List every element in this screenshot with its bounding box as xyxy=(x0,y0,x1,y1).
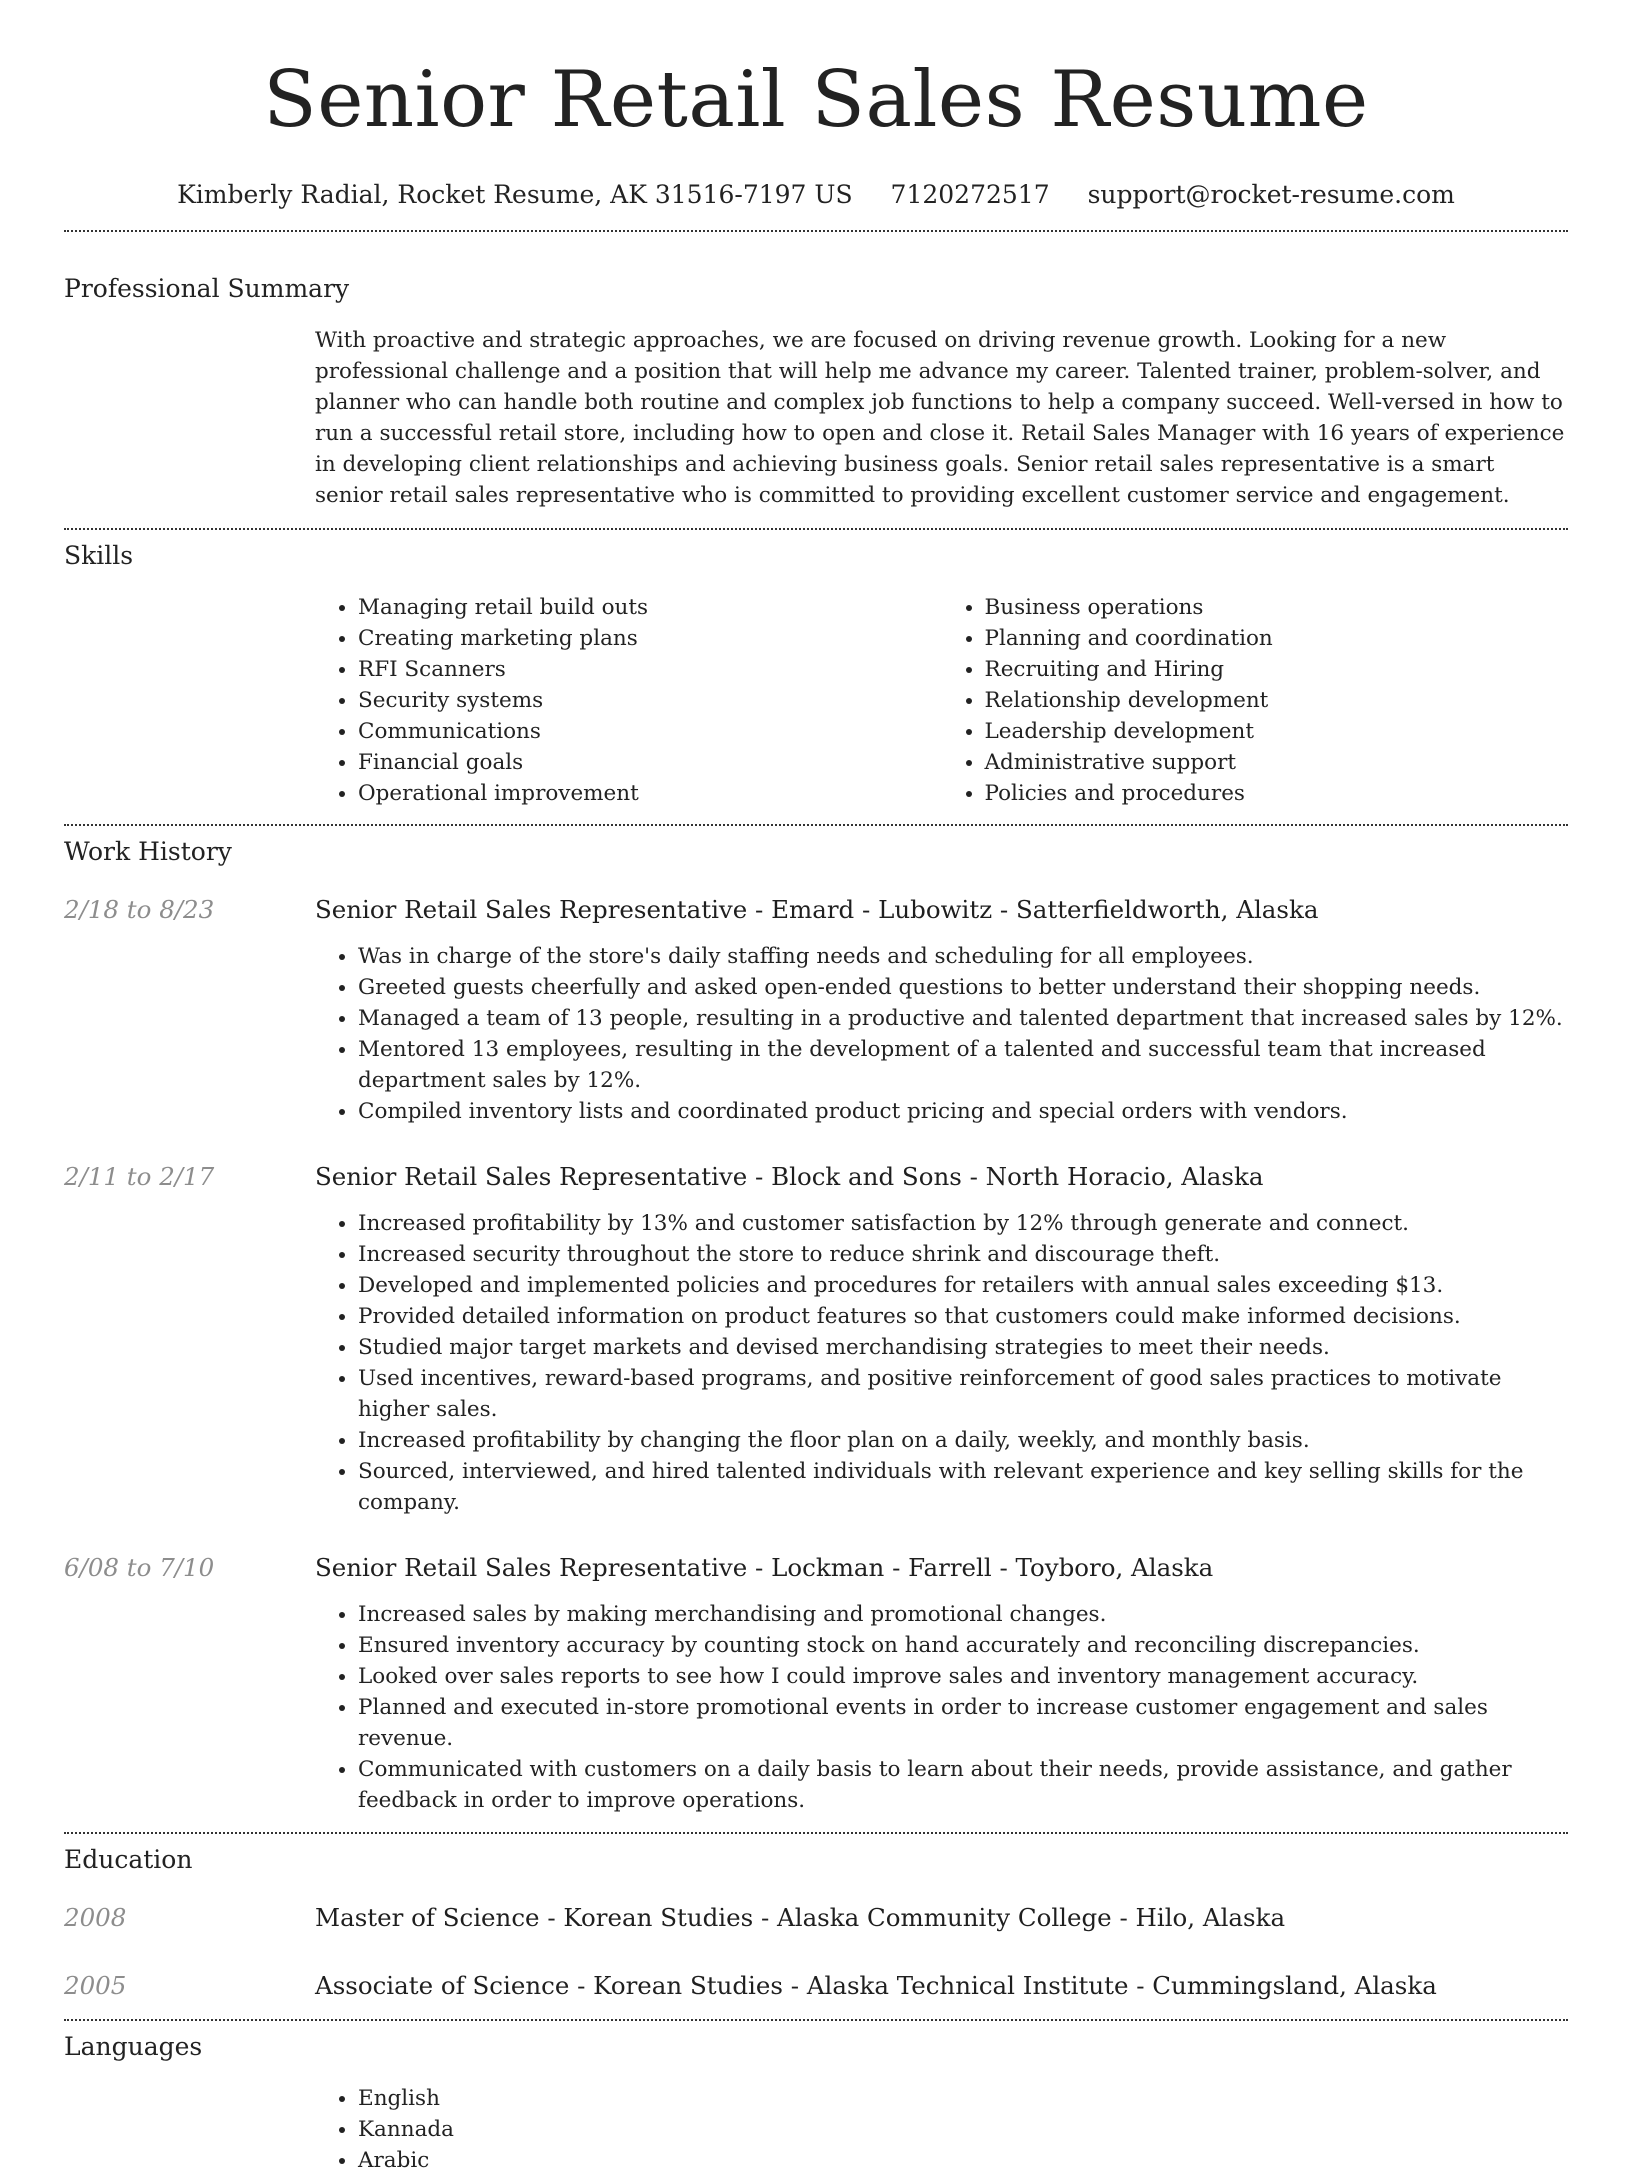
education-entry xyxy=(64,1901,1568,1935)
job-bullet: • Used incentives, reward-based programs, and positive reinforcement of good sales practices to motivate higher sales. xyxy=(358,1363,1568,1425)
work-section xyxy=(64,835,1568,1816)
skill-item: • Administrative support xyxy=(985,747,1569,778)
job-entry xyxy=(64,1160,1568,1518)
divider xyxy=(64,2019,1568,2021)
summary-section xyxy=(64,272,1568,511)
language-item: • English xyxy=(358,2083,1568,2114)
languages-list xyxy=(315,2083,1568,2176)
contact-phone: 7120272517 xyxy=(890,180,1050,209)
job-bullet: • Communicated with customers on a daily basis to learn about their needs, provide assistance, and gather feedback in order to improve operations. xyxy=(358,1754,1568,1816)
language-item: • Kannada xyxy=(358,2114,1568,2145)
job-title: Senior Retail Sales Representative - Emard - Lubowitz - Satterfieldworth, Alaska xyxy=(315,895,1319,924)
education-heading: Education xyxy=(64,1845,193,1874)
skill-item: • Communications xyxy=(358,716,942,747)
job-bullet: • Looked over sales reports to see how I could improve sales and inventory management accuracy. xyxy=(358,1661,1568,1692)
skill-item: • Business operations xyxy=(985,592,1569,623)
skill-item: • Leadership development xyxy=(985,716,1569,747)
summary-heading: Professional Summary xyxy=(64,274,350,303)
job-bullet: • Ensured inventory accuracy by counting stock on hand accurately and reconciling discrepancies. xyxy=(358,1630,1568,1661)
language-item: • Arabic xyxy=(358,2145,1568,2176)
divider xyxy=(64,824,1568,826)
job-bullet: • Planned and executed in-store promotional events in order to increase customer engagement and sales revenue. xyxy=(358,1692,1568,1754)
contact-address: Kimberly Radial, Rocket Resume, AK 31516-7197 US xyxy=(177,180,853,209)
job-entry xyxy=(64,1551,1568,1816)
skill-item: • Operational improvement xyxy=(358,778,942,809)
education-date: 2008 xyxy=(64,1903,127,1932)
skills-list-left xyxy=(315,592,942,809)
job-entry xyxy=(64,893,1568,1127)
job-bullets xyxy=(315,1599,1568,1816)
skill-item: • Managing retail build outs xyxy=(358,592,942,623)
skills-heading: Skills xyxy=(64,541,134,570)
job-bullet: • Managed a team of 13 people, resulting in a productive and talented department that increased sales by 12%. xyxy=(358,1003,1568,1034)
skill-item: • Relationship development xyxy=(985,685,1569,716)
contact-email: support@rocket-resume.com xyxy=(1087,180,1455,209)
job-bullet: • Compiled inventory lists and coordinated product pricing and special orders with vendors. xyxy=(358,1096,1568,1127)
job-bullets xyxy=(315,941,1568,1127)
job-bullet: • Provided detailed information on product features so that customers could make informed decisions. xyxy=(358,1301,1568,1332)
job-date: 2/11 to 2/17 xyxy=(64,1162,215,1191)
job-bullet: • Mentored 13 employees, resulting in the development of a talented and successful team that increased department sales by 12%. xyxy=(358,1034,1568,1096)
skill-item: • Planning and coordination xyxy=(985,623,1569,654)
skill-item: • Policies and procedures xyxy=(985,778,1569,809)
education-entry xyxy=(64,1969,1568,2003)
job-bullet: • Increased profitability by changing the floor plan on a daily, weekly, and monthly basis. xyxy=(358,1425,1568,1456)
job-bullet: • Increased sales by making merchandising and promotional changes. xyxy=(358,1599,1568,1630)
languages-heading: Languages xyxy=(64,2032,203,2061)
job-title: Senior Retail Sales Representative - Lockman - Farrell - Toyboro, Alaska xyxy=(315,1553,1214,1582)
summary-text: With proactive and strategic approaches, we are focused on driving revenue growth. Looking for a new professional challenge and a position that will help me advance my career. Talented trainer, problem-solver, and planner who can handle both routine and complex job functions to help a company succeed. Well-versed in how to run a successful retail store, including how to open and close it. Retail Sales Manager with 16 years of experience in developing client relationships and achieving business goals. Senior retail sales representative is a smart senior retail sales representative who is committed to providing excellent customer service and engagement. xyxy=(315,328,1565,508)
skills-list-right xyxy=(942,592,1569,809)
job-bullet: • Greeted guests cheerfully and asked open-ended questions to better understand their shopping needs. xyxy=(358,972,1568,1003)
job-bullet: • Developed and implemented policies and procedures for retailers with annual sales exceeding $13. xyxy=(358,1270,1568,1301)
skill-item: • Security systems xyxy=(358,685,942,716)
education-section xyxy=(64,1843,1568,2003)
languages-section xyxy=(64,2030,1568,2176)
job-bullet: • Increased profitability by 13% and customer satisfaction by 12% through generate and connect. xyxy=(358,1208,1568,1239)
education-text: Associate of Science - Korean Studies - Alaska Technical Institute - Cummingsland, Alaska xyxy=(315,1971,1437,2000)
job-title: Senior Retail Sales Representative - Block and Sons - North Horacio, Alaska xyxy=(315,1162,1264,1191)
skill-item: • RFI Scanners xyxy=(358,654,942,685)
resume-title: Senior Retail Sales Resume xyxy=(263,55,1369,145)
job-date: 2/18 to 8/23 xyxy=(64,895,215,924)
job-bullet: • Increased security throughout the store to reduce shrink and discourage theft. xyxy=(358,1239,1568,1270)
divider xyxy=(64,528,1568,530)
contact-line xyxy=(64,178,1568,212)
work-heading: Work History xyxy=(64,837,232,866)
skills-section xyxy=(64,539,1568,809)
divider xyxy=(64,230,1568,232)
skill-item: • Creating marketing plans xyxy=(358,623,942,654)
skill-item: • Recruiting and Hiring xyxy=(985,654,1569,685)
divider xyxy=(64,1832,1568,1834)
education-date: 2005 xyxy=(64,1971,127,2000)
job-date: 6/08 to 7/10 xyxy=(64,1553,215,1582)
job-bullet: • Studied major target markets and devised merchandising strategies to meet their needs. xyxy=(358,1332,1568,1363)
job-bullets xyxy=(315,1208,1568,1518)
job-bullet: • Sourced, interviewed, and hired talented individuals with relevant experience and key selling skills for the company. xyxy=(358,1456,1568,1518)
education-text: Master of Science - Korean Studies - Alaska Community College - Hilo, Alaska xyxy=(315,1903,1286,1932)
job-bullet: • Was in charge of the store's daily staffing needs and scheduling for all employees. xyxy=(358,941,1568,972)
skill-item: • Financial goals xyxy=(358,747,942,778)
resume-page xyxy=(64,0,1568,2176)
